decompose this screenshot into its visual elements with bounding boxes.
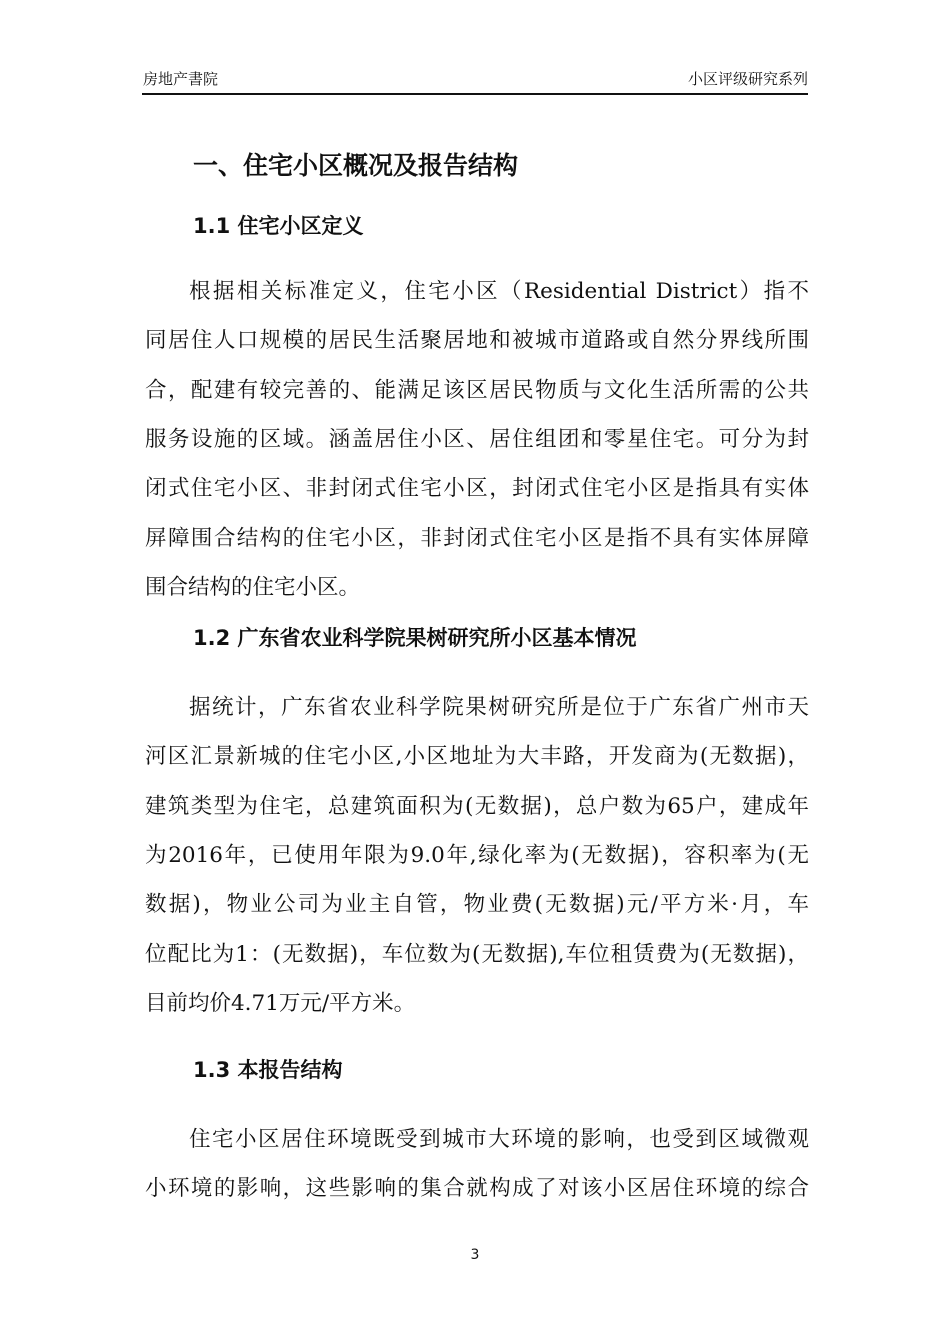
header-left: 房地产書院 bbox=[143, 70, 219, 88]
paragraph-line: 同居住人口规模的居民生活聚居地和被城市道路或自然分界线所围 bbox=[145, 328, 809, 354]
section-heading: 1.1 住宅小区定义 bbox=[193, 214, 364, 238]
paragraph-line: 服务设施的区域。涵盖居住小区、居住组团和零星住宅。可分为封 bbox=[145, 426, 809, 452]
chapter-title: 一、住宅小区概况及报告结构 bbox=[193, 151, 519, 180]
paragraph-line: 根据相关标准定义，住宅小区（Residential District）指不 bbox=[189, 279, 809, 304]
paragraph-line: 合，配建有较完善的、能满足该区居民物质与文化生活所需的公共 bbox=[145, 377, 809, 403]
paragraph-line: 建筑类型为住宅，总建筑面积为(无数据)，总户数为65户，建成年 bbox=[145, 793, 809, 819]
paragraph-line: 为2016年，已使用年限为9.0年,绿化率为(无数据)，容积率为(无 bbox=[145, 842, 809, 868]
paragraph-line: 河区汇景新城的住宅小区,小区地址为大丰路，开发商为(无数据)， bbox=[145, 744, 809, 770]
paragraph-line: 屏障围合结构的住宅小区，非封闭式住宅小区是指不具有实体屏障 bbox=[145, 525, 809, 551]
paragraph-line: 目前均价4.71万元/平方米。 bbox=[145, 990, 416, 1016]
paragraph-line: 住宅小区居住环境既受到城市大环境的影响，也受到区域微观 bbox=[189, 1127, 809, 1152]
paragraph-line: 围合结构的住宅小区。 bbox=[145, 574, 361, 600]
paragraph-line: 据统计，广东省农业科学院果树研究所是位于广东省广州市天 bbox=[189, 695, 809, 720]
paragraph-line: 数据)，物业公司为业主自管，物业费(无数据)元/平方米·月，车 bbox=[145, 892, 809, 918]
paragraph-line: 小环境的影响，这些影响的集合就构成了对该小区居住环境的综合 bbox=[145, 1176, 809, 1202]
paragraph-line: 闭式住宅小区、非封闭式住宅小区，封闭式住宅小区是指具有实体 bbox=[145, 476, 809, 502]
section-heading: 1.3 本报告结构 bbox=[193, 1058, 343, 1082]
paragraph-line: 位配比为1：(无数据)，车位数为(无数据),车位租赁费为(无数据)， bbox=[145, 941, 809, 967]
header-right: 小区评级研究系列 bbox=[687, 70, 808, 88]
header-rule bbox=[142, 93, 808, 95]
page-number: 3 bbox=[470, 1247, 480, 1263]
section-heading: 1.2 广东省农业科学院果树研究所小区基本情况 bbox=[193, 626, 637, 650]
